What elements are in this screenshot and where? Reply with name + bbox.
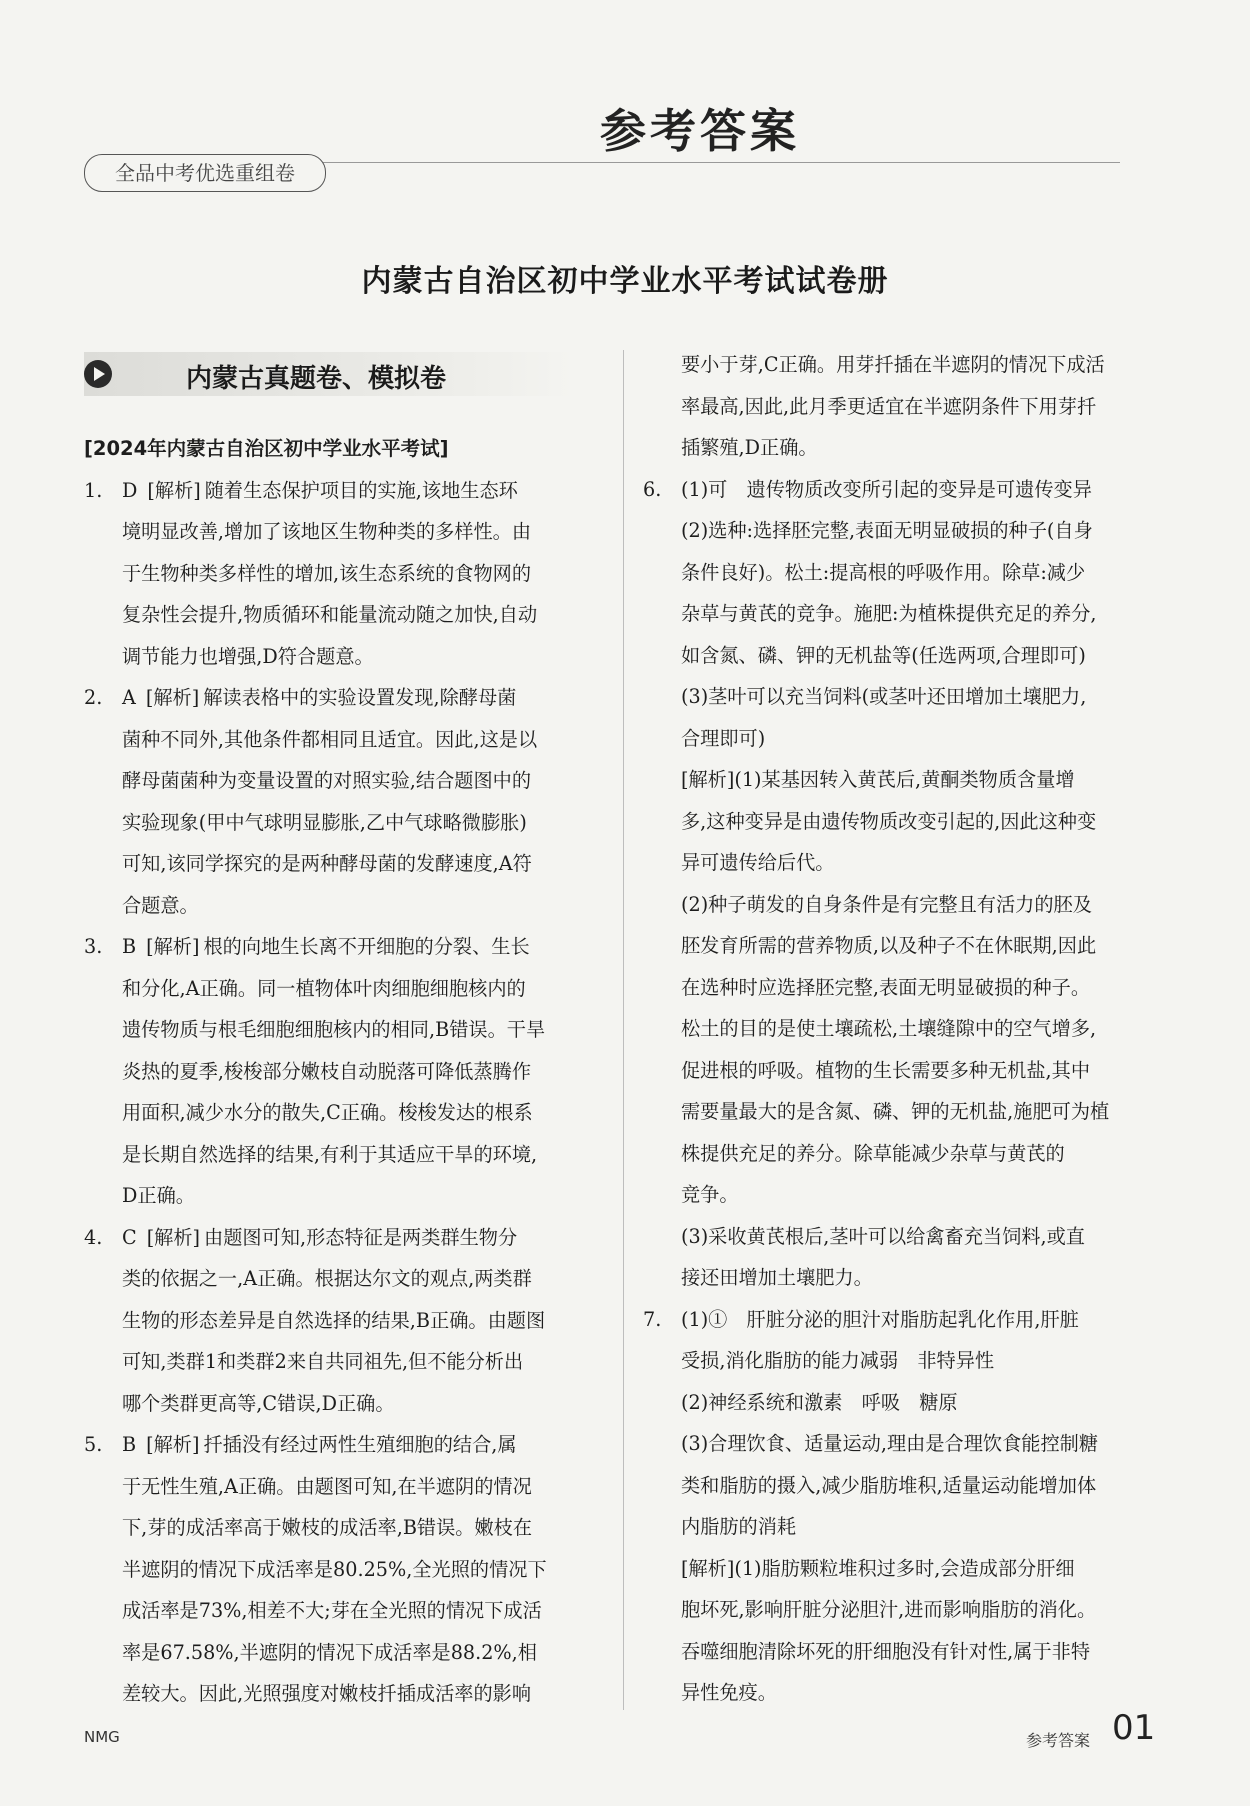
question-text-line: 半遮阴的情况下成活率是80.25%,全光照的情况下 [122, 1557, 547, 1581]
question-text-line: (3)采收黄芪根后,茎叶可以给禽畜充当饲料,或直 [681, 1224, 1085, 1248]
question-text-line: 受损,消化脂肪的能力减弱 非特异性 [681, 1349, 995, 1372]
question-text-line: 合理即可) [681, 726, 766, 750]
book-title: 内蒙古自治区初中学业水平考试试卷册 [361, 264, 889, 299]
question-text-line: 可知,类群1和类群2来自共同祖先,但不能分析出 [122, 1350, 524, 1373]
analysis-tag: [解析] [146, 935, 200, 958]
question-first-line [122, 470, 598, 512]
question-text-line: 率最高,因此,此月季更适宜在半遮阴条件下用芽扦 [681, 394, 1097, 418]
question-number: 3. [84, 935, 103, 958]
question-text-line: 接还田增加土壤肥力。 [681, 1266, 873, 1289]
question-text-line: 差较大。因此,光照强度对嫩枝扦插成活率的影响 [122, 1682, 532, 1705]
question-number: 5. [84, 1433, 103, 1456]
question-text-line: 复杂性会提升,物质循环和能量流动随之加快,自动 [122, 603, 538, 626]
title-divider [320, 162, 1120, 163]
play-bullet-icon [84, 360, 112, 388]
question-text-line: 和分化,A正确。同一植物体叶肉细胞细胞核内的 [122, 976, 526, 1000]
answer-letter: B [122, 1433, 137, 1456]
question-item [84, 1217, 598, 1259]
series-tag: 全品中考优选重组卷 [84, 154, 326, 192]
question-text-line: 炎热的夏季,梭梭部分嫩枝自动脱落可降低蒸腾作 [122, 1059, 532, 1083]
question-text-line: 可知,该同学探究的是两种酵母菌的发酵速度,A符 [122, 852, 532, 875]
question-text-line: 根的向地生长离不开细胞的分裂、生长 [203, 935, 530, 958]
answer-letter: D [122, 478, 138, 502]
analysis-tag: [解析] [145, 686, 200, 709]
question-text-line: 胞坏死,影响肝脏分泌胆汁,进而影响脂肪的消化。 [681, 1598, 1097, 1621]
analysis-tag: [解析] [146, 1225, 201, 1249]
column-divider [623, 350, 624, 1710]
question-text-line: 如含氮、磷、钾的无机盐等(任选两项,合理即可) [681, 643, 1086, 667]
question-text-line: 异性免疫。 [681, 1681, 777, 1704]
question-text-line: 菌种不同外,其他条件都相同且适宜。因此,这是以 [122, 727, 538, 751]
question-text-line: 调节能力也增强,D符合题意。 [122, 644, 374, 668]
question-text-line: 于无性生殖,A正确。由题图可知,在半遮阴的情况 [122, 1474, 532, 1498]
question-text-line: 生物的形态差异是自然选择的结果,B正确。由题图 [122, 1308, 546, 1332]
answer-letter: B [122, 935, 137, 958]
question-text-line: 胚发育所需的营养物质,以及种子不在休眠期,因此 [681, 934, 1097, 957]
question-text-line: 类的依据之一,A正确。根据达尔文的观点,两类群 [122, 1267, 532, 1290]
question-number: 1. [84, 478, 103, 502]
question-text-line: 酵母菌菌种为变量设置的对照实验,结合题图中的 [122, 769, 532, 792]
question-text-line: 哪个类群更高等,C错误,D正确。 [122, 1391, 395, 1415]
question-text-line: 插繁殖,D正确。 [681, 436, 818, 459]
question-text-line: (2)选种:选择胚完整,表面无明显破损的种子(自身 [681, 519, 1093, 542]
question-text-line: 遗传物质与根毛细胞细胞核内的相同,B错误。干旱 [122, 1018, 546, 1041]
question-number: 4. [84, 1225, 103, 1249]
question-text-line: 合题意。 [122, 893, 199, 917]
question-first-line [122, 1424, 598, 1466]
question-text-line: (2)神经系统和激素 呼吸 糖原 [681, 1390, 958, 1414]
question-item [643, 469, 1163, 511]
question-text-line: 松土的目的是使土壤疏松,土壤缝隙中的空气增多, [681, 1017, 1097, 1040]
question-text-line: 株提供充足的养分。除草能减少杂草与黄芪的 [681, 1141, 1065, 1165]
question-text-line: 条件良好)。松土:提高根的呼吸作用。除草:减少 [681, 560, 1086, 584]
question-text-line: (1)可 遗传物质改变所引起的变异是可遗传变异 [681, 477, 1092, 501]
question-number: 7. [643, 1307, 662, 1331]
question-text-line: (1)① 肝脏分泌的胆汁对脂肪起乳化作用,肝脏 [681, 1307, 1079, 1331]
question-text-line: 用面积,减少水分的散失,C正确。梭梭发达的根系 [122, 1101, 533, 1124]
question-text-line: 下,芽的成活率高于嫩枝的成活率,B错误。嫩枝在 [122, 1516, 533, 1539]
right-column [643, 344, 1163, 1714]
question-item [643, 1299, 1163, 1341]
question-text-line: 杂草与黄芪的竞争。施肥:为植株提供充足的养分, [681, 602, 1097, 625]
question-text-line: 在选种时应选择胚完整,表面无明显破损的种子。 [681, 975, 1091, 999]
footer-region-code: NMG [84, 1728, 120, 1746]
question-text-line: 多,这种变异是由遗传物质改变引起的,因此这种变 [681, 809, 1097, 833]
question-text-line: 要小于芽,C正确。用芽扦插在半遮阴的情况下成活 [681, 353, 1105, 376]
q5-continuation [643, 344, 1163, 469]
question-item [84, 677, 598, 719]
answer-letter: A [122, 686, 136, 709]
question-first-line [122, 1217, 598, 1259]
question-text-line: 于生物种类多样性的增加,该生态系统的食物网的 [122, 561, 532, 585]
question-text-line: 异可遗传给后代。 [681, 851, 835, 874]
left-question-list [84, 470, 598, 1715]
question-number: 6. [643, 477, 662, 501]
question-text-line: 内脂肪的消耗 [681, 1515, 797, 1538]
question-number: 2. [84, 686, 103, 709]
question-item [84, 1424, 598, 1466]
question-item [84, 926, 598, 968]
question-text-line: 促进根的呼吸。植物的生长需要多种无机盐,其中 [681, 1058, 1091, 1082]
left-column [84, 428, 598, 1715]
question-text-line: 扦插没有经过两性生殖细胞的结合,属 [203, 1433, 517, 1456]
question-text-line: 成活率是73%,相差不大;芽在全光照的情况下成活 [122, 1599, 542, 1622]
question-first-line [122, 926, 598, 968]
question-text-line: 实验现象(甲中气球明显膨胀,乙中气球略微膨胀) [122, 810, 527, 834]
question-text-line: [解析](1)某基因转入黄芪后,黄酮类物质含量增 [681, 768, 1075, 791]
question-text-line: 需要量最大的是含氮、磷、钾的无机盐,施肥可为植 [681, 1100, 1110, 1123]
question-text-line: [解析](1)脂肪颗粒堆积过多时,会造成部分肝细 [681, 1556, 1075, 1580]
question-text-line: (3)合理饮食、适量运动,理由是合理饮食能控制糖 [681, 1432, 1099, 1455]
exam-header: [2024年内蒙古自治区初中学业水平考试] [84, 437, 449, 460]
page-number: 01 [1112, 1708, 1156, 1748]
question-text-line: 由题图可知,形态特征是两类群生物分 [204, 1225, 518, 1249]
question-text-line: 类和脂肪的摄入,减少脂肪堆积,适量运动能增加体 [681, 1473, 1097, 1497]
question-text-line: 境明显改善,增加了该地区生物种类的多样性。由 [122, 520, 532, 543]
page-title: 参考答案 [600, 104, 800, 158]
question-first-line [122, 677, 598, 719]
question-text-line: (2)种子萌发的自身条件是有完整且有活力的胚及 [681, 892, 1092, 916]
answer-letter: C [122, 1225, 137, 1249]
question-text-line: 竞争。 [681, 1183, 739, 1206]
question-text-line: 解读表格中的实验设置发现,除酵母菌 [203, 686, 517, 709]
question-text-line: 是长期自然选择的结果,有利于其适应干旱的环境, [122, 1142, 538, 1166]
question-text-line: 随着生态保护项目的实施,该地生态环 [204, 478, 518, 502]
question-6 [643, 469, 1163, 1299]
footer-label: 参考答案 [1026, 1731, 1091, 1750]
analysis-tag: [解析] [146, 1433, 200, 1456]
question-text-line: 率是67.58%,半遮阴的情况下成活率是88.2%,相 [122, 1640, 537, 1664]
question-7 [643, 1299, 1163, 1714]
analysis-tag: [解析] [147, 478, 201, 502]
section-heading: 内蒙古真题卷、模拟卷 [186, 364, 447, 394]
question-text-line: (3)茎叶可以充当饲料(或茎叶还田增加土壤肥力, [681, 685, 1087, 708]
question-item [84, 470, 598, 512]
question-text-line: 吞噬细胞清除坏死的肝细胞没有针对性,属于非特 [681, 1639, 1091, 1663]
question-text-line: D正确。 [122, 1184, 195, 1207]
